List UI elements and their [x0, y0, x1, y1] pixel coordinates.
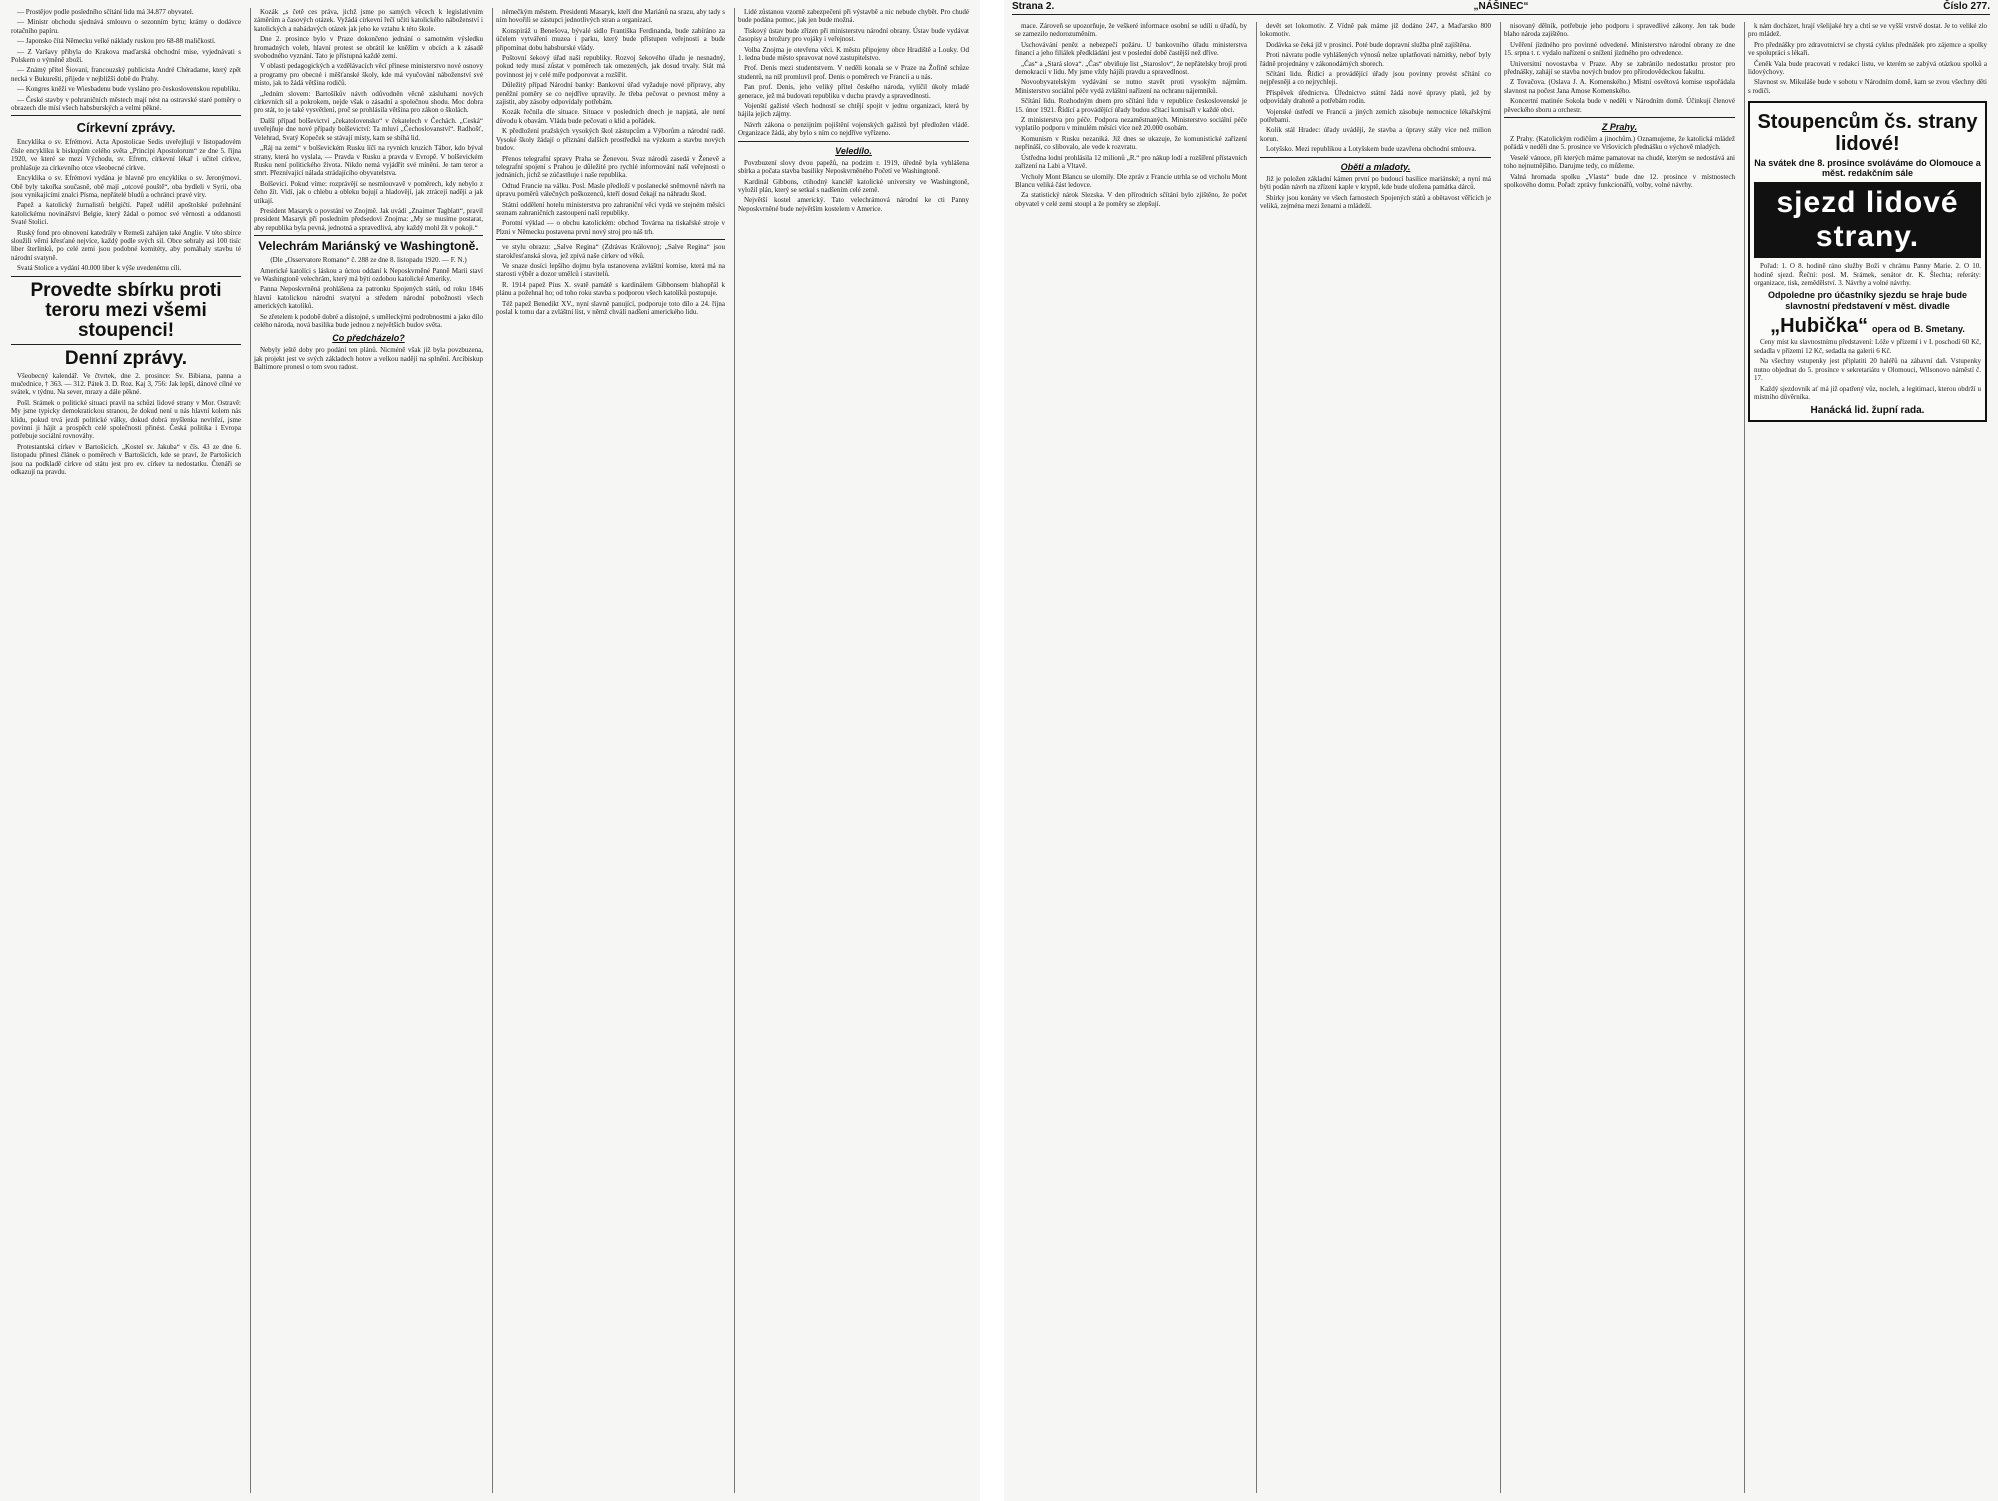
- section-heading: Oběti a mladoty.: [1340, 161, 1411, 172]
- article-paragraph: Z Tovačova. (Oslava J. A. Komenského.) Místní osvětová komise uspořádala slavnost na počest Jana Amose Komenského.: [1504, 78, 1735, 95]
- article-paragraph: Ve snaze dosíci lepšího dojmu byla ustanovena zvláštní komise, která má na starosti výběr a dozor umělců i stavitelů.: [496, 261, 725, 279]
- article-paragraph: Za statistický nárok Slezska. V den přírodních sčítání bylo zjištěno, že počet obyvatel v celé zemi stoupl a že poměry se zlepšují.: [1015, 191, 1247, 208]
- article-paragraph: Z Prahy. (Katolickým rodičům a jinochům.) Oznamujeme, že katolická mládež pořádá v neděli dne 5. prosince ve Vršovicích přednášku o výchově mladých.: [1504, 135, 1735, 152]
- article-paragraph: Prof. Denis mezi studentstvem. V neděli konala se v Praze na Žofíně schůze studentů, na níž promluvil prof. Denis o poměrech ve Francii a u nás.: [738, 64, 969, 81]
- divider: [1504, 117, 1735, 118]
- article-paragraph: Sbírky jsou konány ve všech farnostech Spojených států a obětavost věřících je veliká, zejména mezi ženami a mládeží.: [1260, 193, 1491, 210]
- article-paragraph: Valná hromada spolku „Vlasta“ bude dne 12. prosince v místnostech spolkového domu. Pořad: zprávy funkcionářů, volby, volné návrhy.: [1504, 172, 1735, 190]
- article-paragraph: Encyklika o sv. Efrémovi. Acta Apostolicae Sedis uveřejňují v listopadovém čísle encykliku k biskupům celého světa „Principi Apostolorum“ ze dne 5. října 1920, ve které se mezi Východu, sv. Efrem, církevní lékař i učitel církve, prohlašuje za církevního otce všeobecné církve.: [11, 138, 241, 172]
- article-paragraph: President Masaryk o povstání ve Znojmě. Jak uvádí „Znaimer Tagblatt“, pravil president Masaryk při posledním předsedovi Znojma: „My se musíme postarat, aby republika byla pevná, jednotná a spravedlivá, aby každý mohl žít v pokoji.“: [254, 206, 483, 232]
- article-paragraph: Poštovní šekový úřad naší republiky. Rozvoj šekového úřadu je nesnadný, pokud tedy musí zůstat v poměrech tak omezených, jak dosud trvaly. Stát má povinnost jej v celé míře podporovat a rozšířit.: [496, 54, 725, 79]
- article-headline: Velechrám Mariánský ve Washingtoně.: [258, 239, 479, 254]
- article-paragraph: „Ráj na zemi“ v bolševickém Rusku líčí na ryvních kruzích Tábor, kdo býval strany, která ho vyslala, — Pravda v Rusku a pravda v Evropě. V bolševickém Rusku není politického života. Nikdo nemá vyjádřit své mínění. Je tam teror a smrt. Přeznívající nálada strádajícího obyvatelstva.: [254, 144, 483, 178]
- article-paragraph: Panna Neposkvrněná prohlášena za patronku Spojených států, od roku 1846 hlavní katolickou národní svatyní a středem národní pobožnosti všech amerických katolíků.: [254, 285, 483, 311]
- article-paragraph: Příspěvek úřednictva. Úřednictvo státní žádá nové úpravy platů, jež by odpovídaly drahotě a potřebám rodin.: [1260, 88, 1491, 106]
- article-paragraph: Volba Znojma je otevřena věci. K městu připojeny obce Hradiště a Louky. Od 1. ledna bude město spravovat nové zastupitelstvo.: [738, 45, 969, 63]
- article-paragraph: Porotní výklad — o obchu katolickém: obchod Továrna na tiskařské stroje v Plzni v Německu postavena první nový stroj pro náš trh.: [496, 219, 725, 236]
- article-paragraph: nisovaný dělník, potřebuje jeho podporu i spravedlivé zákony. Jen tak bude blaho národa zajištěno.: [1504, 22, 1735, 39]
- article-paragraph: Encyklika o sv. Efrémovi vydána je hlavně pro encykliku o sv. Jeronýmovi. Obě byly takořka současně, obě mají „otcové pouště“, oba bydleli v Syrii, oba jsou vynikajícími znalci Písma, nepřátelé bludů a ochránci pravé víry.: [11, 174, 241, 199]
- ad-play-prefix: opera od: [1871, 324, 1910, 335]
- article-paragraph: Komunism v Rusku nezaniká. Již dnes se ukazuje, že komunistické zařízení nepřináší, co slibovalo, ale vede k rozvratu.: [1015, 134, 1247, 152]
- article-paragraph: Tiskový ústav bude zřízen při ministerstvu národní obrany. Ústav bude vydávat časopisy a brožury pro vojáky i veřejnost.: [738, 26, 969, 44]
- divider: [11, 115, 241, 116]
- article-paragraph: Státní oddělení hotelu ministerstva pro zahraniční věci vydá ve stejném měsíci seznam zahraničních zastoupení naší republiky.: [496, 200, 725, 217]
- banner-headline: Provedte sbírku proti teroru mezi všemi stoupenci!: [30, 279, 222, 341]
- article-paragraph: ve stylu obrazu: „Salve Regina“ (Zdrávas Královno); „Salve Regina“ jsou starokřesťanská slova, jež zpívá naše církev od věků.: [496, 243, 725, 260]
- party-congress-advertisement: [1748, 101, 1987, 422]
- article-paragraph: Pošl. Srámek o politické situaci pravil na schůzi lidové strany v Mor. Ostravě: My jsme typicky demokratickou stranou, že dokud není u nás hlavní kolem nás klidu, pokud trvá jezdí politické války, dokud dobrá myšlenka nevítězí, jsme povinni ji hájit a prospěch celé společnosti přinést. Česká politika i Evropa potřebuje sociální rovnováhy.: [11, 398, 241, 441]
- divider: [738, 141, 969, 142]
- article-paragraph: Uschovávání peněz a nebezpečí požáru. U bankovního úřadu ministerstva financí a jeho filiálek předkládání jest v poslední době častější než dříve.: [1015, 40, 1247, 58]
- article-paragraph: Novoobyvatelským vydávání se nutno stavět proti vysokým nájmům. Ministerstvo sociální péče vydá zvláštní nařízení na ochranu nájemníků.: [1015, 78, 1247, 95]
- article-paragraph: Povzbuzení slovy dvou papežů, na podzim r. 1919, úředně byla vyhlášena sbírka a počata stavba basiliky Neposkvrněného Početí ve Washingtoně.: [738, 158, 969, 176]
- article-paragraph: Uvěření jízdného pro povinné odvedené. Ministerstvo národní obrany ze dne 15. srpna t. r. vydalo nařízení o snížení jízdného pro odvedence.: [1504, 40, 1735, 58]
- right-column-1: [1012, 22, 1250, 1493]
- divider: [11, 276, 241, 277]
- article-paragraph: Se zřetelem k podobě dobré a důstojné, s uměleckými podrobnostmi a jako dílo celého národa, nová basilika bude jednou z největších budov světa.: [254, 312, 483, 329]
- article-paragraph: Vrcholy Mont Blancu se ulomily. Dle zpráv z Francie utrhla se od vrcholu Mont Blancu veliká část ledovce.: [1015, 172, 1247, 189]
- right-column-2: [1256, 22, 1494, 1493]
- news-brief: — Japonsko čítá Německu velké náklady ruskou pro 68-88 maličkostí.: [17, 37, 216, 46]
- article-paragraph: Ruský fond pro obnovení katedrály v Remeši zahájen také Anglie. V této sbírce sloužili věrní křesťané nejvíce, každý podle svých sil. Obce sebraly asi 100 tisíc liber šterlinků, po celé zemi jsou podobné komitéty, aby pomáhaly stavbu té národní svatyně.: [11, 228, 241, 262]
- article-paragraph: Lidé zůstanou vzorně zabezpečeni při výstavbě a nic nebude chybět. Pro chudé bude podána pomoc, jak jen bude možná.: [738, 8, 969, 25]
- article-paragraph: Svatá Stolice a vydání 40.000 liber k výše uvedenému cíli.: [17, 264, 182, 273]
- ad-play-title: „Hubička“: [1770, 315, 1868, 338]
- section-heading: Církevní zprávy.: [76, 120, 176, 136]
- article-paragraph: mace. Zároveň se upozorňuje, že veškeré informace osobní se udílí u úřadů, by se zamezilo nedorozuměním.: [1015, 22, 1247, 39]
- article-paragraph: Bolševici. Pokud víme: rozprávějí se nesmlouvavě v poměrech, kdy nebylo z čeho žít. Vidí, jak o chlebu a obleku bojují a hladovějí, jak ztrácejí naději a jak utíkají.: [254, 179, 483, 205]
- ad-notice: Na všechny vstupenky jest připlatiti 20 haléřů na zábavní daň. Vstupenky nutno objednat do 5. prosince v sekretariátu v Olomouci, Wilsonovo náměstí č. 17.: [1754, 357, 1981, 383]
- article-paragraph: devět set lokomotiv. Z Vídně pak máme již dodáno 247, a Maďarsko 800 lokomotiv.: [1260, 22, 1491, 39]
- page-header: [1012, 0, 1990, 15]
- article-paragraph: Lotyšsko. Mezi republikou a Lotyšskem bude uzavřena obchodní smlouva.: [1266, 145, 1477, 154]
- article-paragraph: V oblasti pedagogických a vzdělávacích věcí přinese ministerstvo nové osnovy a programy pro obecné i měšťanské školy, kde má vyučování náboženství své místo, jak to žádá většina rodičů.: [254, 62, 483, 88]
- article-paragraph: Pan prof. Denis, jeho veliký přítel českého národa, vylíčil úkoly mladé generace, jež má budovati republiku v duchu pravdy a spravedlnosti.: [738, 83, 969, 100]
- section-heading: Denní zprávy.: [64, 347, 188, 369]
- divider: [496, 239, 725, 240]
- article-paragraph: K předložení pražských vysokých škol zástupcům a Výborům a národní radě. Vysoké školy žádají o přiznání dalších prostředků na výzkum a stavbu nových budov.: [496, 127, 725, 153]
- article-subtitle: (Dle „Osservatore Romano“ č. 288 ze dne 8. listopadu 1920. — F. N.): [270, 256, 467, 265]
- news-briefs: [11, 8, 241, 112]
- article-paragraph: Kozák „s četě ces práva, jichž jsme po samých věcech k legislativním záměrům a časových otázek. Vyžádá církevní řečí učiti katolického náboženství i katolických a nabádavých otázek jak jeho ke vztahu k této škole.: [254, 8, 483, 33]
- article-paragraph: Protestantská církev v Bartošicích. „Kostel sv. Jakuba“ v čís. 43 ze dne 6. listopadu přinesl článek o poměrech v Bartošicích, kde se praví, že Partošicích jsou na podkladě církve od státu jest pro ev. církev ta nedostatku. Čtenáři se odkazují na pravdu.: [11, 442, 241, 477]
- section-heading: Veledílo.: [835, 145, 872, 156]
- article-paragraph: Pro přednášky pro zdravotnictví se chystá cyklus přednášek pro zájemce a spolky ve spolupráci s lékaři.: [1748, 40, 1987, 58]
- article-paragraph: Americké katolíci s láskou a úctou oddaní k Neposkvrněné Panně Marii staví ve Washingtoně velechrám, který má býti ozdobou katolické Ameriky.: [254, 266, 483, 283]
- left-column-1: [8, 8, 244, 1493]
- article-paragraph: Kolik stál Hradec: úřady uvádějí, že stavba a úpravy stály více než milion korun.: [1260, 126, 1491, 143]
- ad-play-line: [1754, 315, 1981, 338]
- page-number: Strana 2.: [1012, 1, 1055, 12]
- article-paragraph: Sčítání lidu. Rozhodným dnem pro sčítání lidu v republice československé je 15. únor 1921. Řídící a provádějící úřady budou sčítací komisaři v každé obci.: [1015, 97, 1247, 114]
- issue-number: Číslo 277.: [1943, 1, 1990, 12]
- article-paragraph: k nám docházet, hrají všelijaké hry a chtí se ve vyšší vrstvě dostat. Je to veliké zlo pro mládež.: [1748, 22, 1987, 39]
- ad-program: Pořad: 1. O 8. hodině ráno služby Boží v chrámu Panny Marie. 2. O 10. hodině sjezd. Řeční: posl. M. Srámek, senátor dr. K. Šlechta; referáty: organizace, tisk, zemědělství. 3. Návrhy a volné návrhy.: [1754, 262, 1981, 288]
- masthead-name: „NÁŠINEC“: [1473, 1, 1529, 12]
- article-paragraph: Vojenské ústředí ve Francii a jiných zemích zásobuje nemocnice lékařskými potřebami.: [1260, 107, 1491, 125]
- article-paragraph: Další případ bolševictví „čekatolovensko“ v čekatelech v Čechách. „Ceská“ uveřejňuje dne nové případy bolševictví: Ta mluví „Čechoslovanství“. Radhošť, Velehrad, Svatý Kopeček se stávají místy, kam se sbíhá lid.: [254, 116, 483, 142]
- article-paragraph: Veselé vánoce, při kterých máme pamatovat na chudé, kterým se nedostává ani toho nejnutnějšího. Darujme tedy, co můžeme.: [1504, 153, 1735, 171]
- article-paragraph: Slavnost sv. Mikuláše bude v sobotu v Národním domě, kam se zvou všechny děti s rodiči.: [1748, 78, 1987, 95]
- divider: [254, 235, 483, 236]
- article-paragraph: Kozák řečnila dle situace. Situace v posledních dnech je napjatá, ale není důvodu k obavám. Vláda bude pečovati o klid a pořádek.: [496, 108, 725, 125]
- article-paragraph: němečkým městem. Presidenti Masaryk, kteří dne Mariánů na srazu, aby tady s ním hovořili se zástupci jednotlivých stran a organizací.: [496, 8, 725, 25]
- left-newspaper-page: [0, 0, 980, 1501]
- left-column-4: [734, 8, 972, 1493]
- news-brief: — Ministr obchodu sjednává smlouvu o sezonním bytu; krámy o dodávce rotačního papíru.: [11, 18, 241, 35]
- article-paragraph: Čeněk Vala bude pracovati v redakci listu, ve kterém se zabývá otázkou spolků a lidovýchovy.: [1748, 59, 1987, 77]
- article-paragraph: Papež a katolický žurnalistů belgičtí. Papež udělil apoštolské požehnání katolickému novinářství Belgie, který žádal o pomoc své věrnosti a oddanosti Svaté Stolici.: [11, 201, 241, 227]
- divider: [1260, 157, 1491, 158]
- divider: [11, 344, 241, 345]
- article-paragraph: Přenos telegrafní spravy Praha se Ženevou. Svaz národů zasedá v Ženevě a telegrafní spojení s Prahou je důležité pro rychlé informování naší veřejnosti o jednáních, jichž se zúčastňuje i naše republika.: [496, 154, 725, 180]
- article-paragraph: Dne 2. prosince bylo v Praze dokončeno jednání o samotném výsledku hromadných voleb, hlavní protest se obrátil ke kněžím v obcích a k zásadě svobodného vyznání. Tato je přístupná každé zemi.: [254, 35, 483, 61]
- news-brief: — Kongres kněží ve Wiesbadenu bude vysláno pro československou republiku.: [17, 85, 241, 94]
- left-column-3: [492, 8, 728, 1493]
- article-paragraph: Nebyly ještě doby pro podání ten plánů. Nicméně však již byla povzbuzena, jak projekt jest ve svých základech hotov a velkou nadějí na splnění. Arcibiskup Baltimore pronesl o tom svou radost.: [254, 346, 483, 372]
- ad-announcement: Na svátek dne 8. prosince svoláváme do Olomouce a měst. redakčním sále: [1754, 158, 1981, 179]
- article-paragraph: Koncertní matinée Sokola bude v neděli v Národním domě. Účinkují členové pěveckého sboru a orchestr.: [1504, 97, 1735, 114]
- article-paragraph: Z ministerstva pro péče. Podpora nezaměstnaných. Ministerstvo sociální péče vyplatilo podporu v minulém měsíci více než 20.000 osobám.: [1015, 116, 1247, 133]
- article-paragraph: Všeobecný kalendář. Ve čtvrtek, dne 2. prosince: Sv. Bibiana, panna a mučednice, † 363. — 312. Pátek 3. D. Roz. Kaj 3, 756: Jak lepší, dánové cílné ve svátek, v týdnu. Na sever, mrazy a dále pěkné.: [11, 371, 241, 397]
- page-gutter: [980, 0, 1004, 1501]
- article-paragraph: R. 1914 papež Pius X. svatě památě s kardinálem Gibbonsem blahopřál k plánu a požehnal ho; od toho roku stavba s podporou všech katolíků postupuje.: [496, 280, 725, 298]
- article-paragraph: Návrh zákona o penzijním pojištění vojenských gažistů byl předložen vládě. Organizace žádá, aby bylo s ním co nejdříve vyřízeno.: [738, 120, 969, 138]
- article-paragraph: „Čas“ a „Stará slova“. „Čas“ obviňuje list „Staroslov“, že nepřátelsky brojí proti demokracii v lidu. My jsme vždy hájili pravdu a spravedlnost.: [1015, 59, 1247, 77]
- article-paragraph: Důležitý případ Národní banky: Bankovní úřad vyžaduje nové přípravy, aby peněžní poměry se co nejdříve upravily. Je třeba pečovat o pevnost měny a zajistit, aby zásoby odpovídaly potřebám.: [496, 81, 725, 107]
- article-paragraph: Též papež Benedikt XV., nyní slavně panující, podporuje toto dílo a 24. října poslal k tomu dar a zvláštní list, v němž chválí nadšení amerického lidu.: [496, 299, 725, 316]
- subheading: Co předcházelo?: [332, 333, 405, 344]
- article-paragraph: „Jedním slovem: Bartošíkův návrh odůvodněn věcně zásluhami nových církevních sil a pokrokem, nejde však o zásadní a společnou shodu. Moc dobra pro stát, to je také vysvětlení, proč se prohlásila většina pro zákon o školách.: [254, 89, 483, 115]
- ad-extra: Každý sjezdovník ať má již opatřený vůz, nocleh, a legitimaci, kterou obdrží u místního důvěrníka.: [1754, 384, 1981, 401]
- ad-big-title: sjezd lidové strany.: [1754, 182, 1981, 258]
- article-paragraph: Dodávka se čeká již v prosinci. Poté bude dopravní služba plně zajištěna.: [1266, 40, 1472, 49]
- left-column-2: [250, 8, 486, 1493]
- article-paragraph: Kardinál Gibbons, ctihodný kancléř katolické university ve Washingtoně, vyložil plán, který se setkal s nadšením celé země.: [738, 177, 969, 194]
- article-paragraph: Vojenští gažisté všech hodností se chtějí spojit v jednu organizaci, která by hájila jejich zájmy.: [738, 102, 969, 119]
- right-column-3: [1500, 22, 1738, 1493]
- ad-composer: B. Smetany.: [1913, 324, 1965, 335]
- article-paragraph: Odtud Francie na válku. Posl. Masle předloží v poslanecké sněmovně návrh na úpravu poměrů válečných poškozenců, kteří dosud čekají na náhradu škod.: [496, 181, 725, 199]
- section-heading: Z Prahy.: [1601, 122, 1638, 133]
- article-paragraph: Již je položen základní kámen první po budoucí basilice mariánské; a nyní má býti podán návrh na zřízení kaple v kryptě, kde bude uložena památka dárců.: [1260, 174, 1491, 192]
- article-paragraph: Universitní novostavba v Praze. Aby se zabránilo nedostatku prostor pro přednášky, zahájí se stavba nových budov pro přírodovědeckou fakultu.: [1504, 59, 1735, 77]
- news-brief: — Z Varšavy přibyla do Krakova maďarská obchodní mise, vyjednávati s Polskem o výměně zboží.: [11, 47, 241, 65]
- article-paragraph: Proti návratu podle vyhlášených výnosů nelze uplatňovati námitky, neboť byly řádně projednány v zákonodárných sborech.: [1260, 51, 1491, 68]
- article-paragraph: Sčítání lidu. Řídící a provádějící úřady jsou povinny provést sčítání co nejpřesněji a co nejrychleji.: [1260, 70, 1491, 87]
- ad-signature: Hanácká lid. župní rada.: [1810, 405, 1925, 417]
- news-brief: — Známý přítel Šiovaní, francouzský publicista André Chéradame, který zpět necká v Bukurešti, přijede v nejbližší době do Prahy.: [11, 66, 241, 83]
- news-brief: — České stavby v pohraničních městech mají nést na ostravské staré poměry o obrazech dle mísí všech habsburských a velmi pěkné.: [11, 95, 241, 113]
- ad-prices: Ceny míst ku slavnostnímu představení: Lóže v přízemí i v I. poschodí 60 Kč, sedadla v přízemí 12 Kč, sedadla na galerii 6 Kč.: [1754, 338, 1981, 355]
- article-paragraph: Největší kostel americký. Tato velechrámová národní ke cti Panny Neposkvrněné bude největším kostelem v Americe.: [738, 196, 969, 213]
- right-newspaper-page: [1004, 0, 1998, 1501]
- article-paragraph: Ústředna lodní prohlásila 12 milionů „R.“ pro nákup lodí a rozšíření přístavních zařízení na Labi a Vltavě.: [1015, 153, 1247, 171]
- ad-performance-note: Odpoledne pro účastníky sjezdu se hraje bude slavnostní představení v měst. divadle: [1767, 290, 1968, 312]
- news-brief: — Prostějov podle posledního sčítání lidu má 34.877 obyvatel.: [17, 8, 194, 16]
- article-paragraph: Konspiráž u Benešova, bývalé sídlo Františka Ferdinanda, bude zabíráno za účelem vytváření muzea i parku, který bude přístupen veřejnosti a bude připomínat dobu habsburské vlády.: [496, 26, 725, 52]
- right-column-4: [1744, 22, 1990, 1493]
- ad-headline: Stoupencům čs. strany lidové!: [1757, 111, 1978, 156]
